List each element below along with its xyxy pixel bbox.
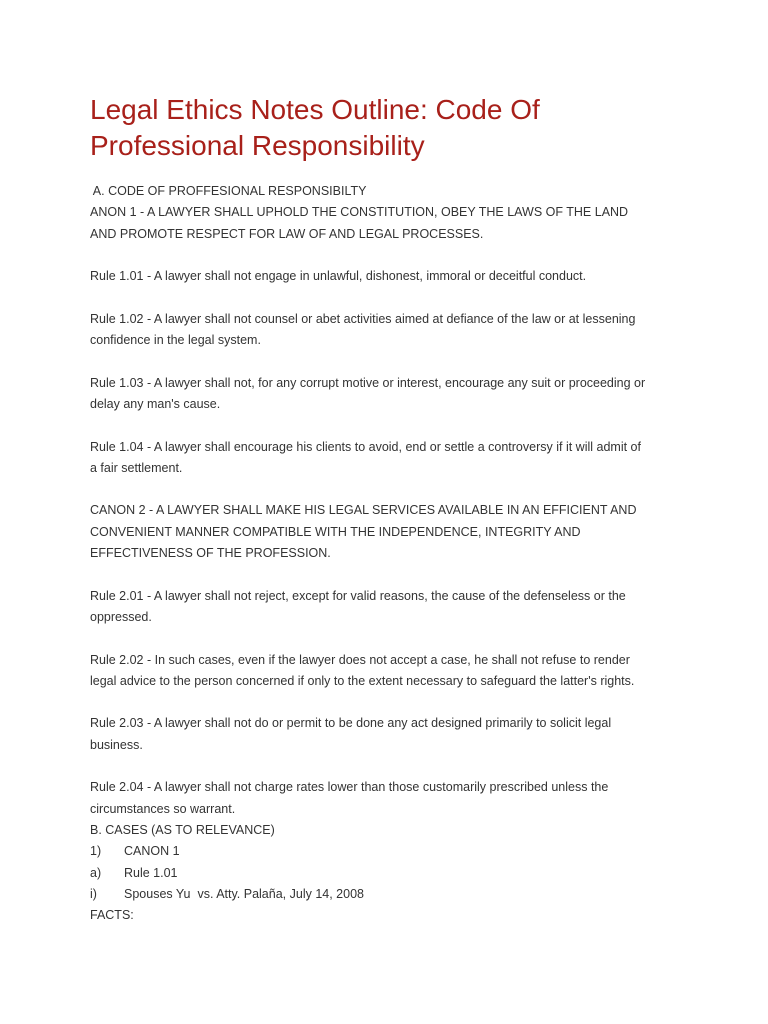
rule-line: Rule 2.02 - In such cases, even if the lawyer does not accept a case, he shall not refuse to render xyxy=(90,652,630,667)
rule-line: Rule 1.01 - A lawyer shall not engage in unlawful, dishonest, immoral or deceitful conduct. xyxy=(90,269,587,284)
rule-line: a fair settlement. xyxy=(90,460,183,475)
outline-item xyxy=(90,841,690,862)
canon-2-line: EFFECTIVENESS OF THE PROFESSION. xyxy=(90,546,331,561)
canon-2-line: CONVENIENT MANNER COMPATIBLE WITH THE INDEPENDENCE, INTEGRITY AND xyxy=(90,524,581,539)
outline-item-number: 1) xyxy=(90,844,102,859)
rule-line: business. xyxy=(90,737,143,752)
rule-line: oppressed. xyxy=(90,609,152,624)
outline-item xyxy=(90,863,690,884)
outline-item-text: CANON 1 xyxy=(124,844,180,859)
rule-line: legal advice to the person concerned if only to the extent necessary to safeguard the latter's rights. xyxy=(90,673,635,688)
rule-1-04-paragraph xyxy=(90,437,690,480)
outline-item xyxy=(90,884,690,905)
canon-1-line: AND PROMOTE RESPECT FOR LAW OF AND LEGAL PROCESSES. xyxy=(90,226,484,241)
canon-2-line: CANON 2 - A LAWYER SHALL MAKE HIS LEGAL SERVICES AVAILABLE IN AN EFFICIENT AND xyxy=(90,503,637,518)
document-body xyxy=(90,181,690,926)
canon-1-paragraph xyxy=(90,202,690,245)
rule-line: Rule 1.04 - A lawyer shall encourage his clients to avoid, end or settle a controversy if it will admit of xyxy=(90,439,641,454)
outline-item-text: Spouses Yu vs. Atty. Palaña, July 14, 2008 xyxy=(124,886,364,901)
rule-1-02-paragraph xyxy=(90,309,690,352)
rule-2-01-paragraph xyxy=(90,586,690,629)
rule-2-03-paragraph xyxy=(90,713,690,756)
rule-2-02-paragraph xyxy=(90,650,690,693)
rule-line: Rule 2.03 - A lawyer shall not do or permit to be done any act designed primarily to solicit legal xyxy=(90,716,612,731)
rule-line: Rule 1.02 - A lawyer shall not counsel or abet activities aimed at defiance of the law or at lessening xyxy=(90,311,636,326)
canon-1-line: ANON 1 - A LAWYER SHALL UPHOLD THE CONSTITUTION, OBEY THE LAWS OF THE LAND xyxy=(90,205,629,220)
canon-2-paragraph xyxy=(90,500,690,564)
rule-line: Rule 1.03 - A lawyer shall not, for any corrupt motive or interest, encourage any suit or proceeding or xyxy=(90,375,646,390)
section-heading-a: A. CODE OF PROFFESIONAL RESPONSIBILTY xyxy=(90,184,367,198)
rule-line: confidence in the legal system. xyxy=(90,333,261,348)
rule-line: delay any man's cause. xyxy=(90,396,221,411)
outline-item-number: i) xyxy=(90,886,97,901)
outline-item-number: a) xyxy=(90,865,102,880)
rule-1-01-paragraph xyxy=(90,266,690,287)
rule-1-03-paragraph xyxy=(90,373,690,416)
facts-label: FACTS: xyxy=(90,908,134,923)
rule-line: Rule 2.01 - A lawyer shall not reject, except for valid reasons, the cause of the defenseless or the xyxy=(90,588,626,603)
rule-2-04-paragraph xyxy=(90,777,690,820)
outline-item-text: Rule 1.01 xyxy=(124,865,178,880)
rule-line: circumstances so warrant. xyxy=(90,801,236,816)
document-title: Legal Ethics Notes Outline: Code Of Professional Responsibility xyxy=(90,94,540,161)
rule-line: Rule 2.04 - A lawyer shall not charge rates lower than those customarily prescribed unless the xyxy=(90,780,609,795)
section-heading-b: B. CASES (AS TO RELEVANCE) xyxy=(90,822,275,837)
